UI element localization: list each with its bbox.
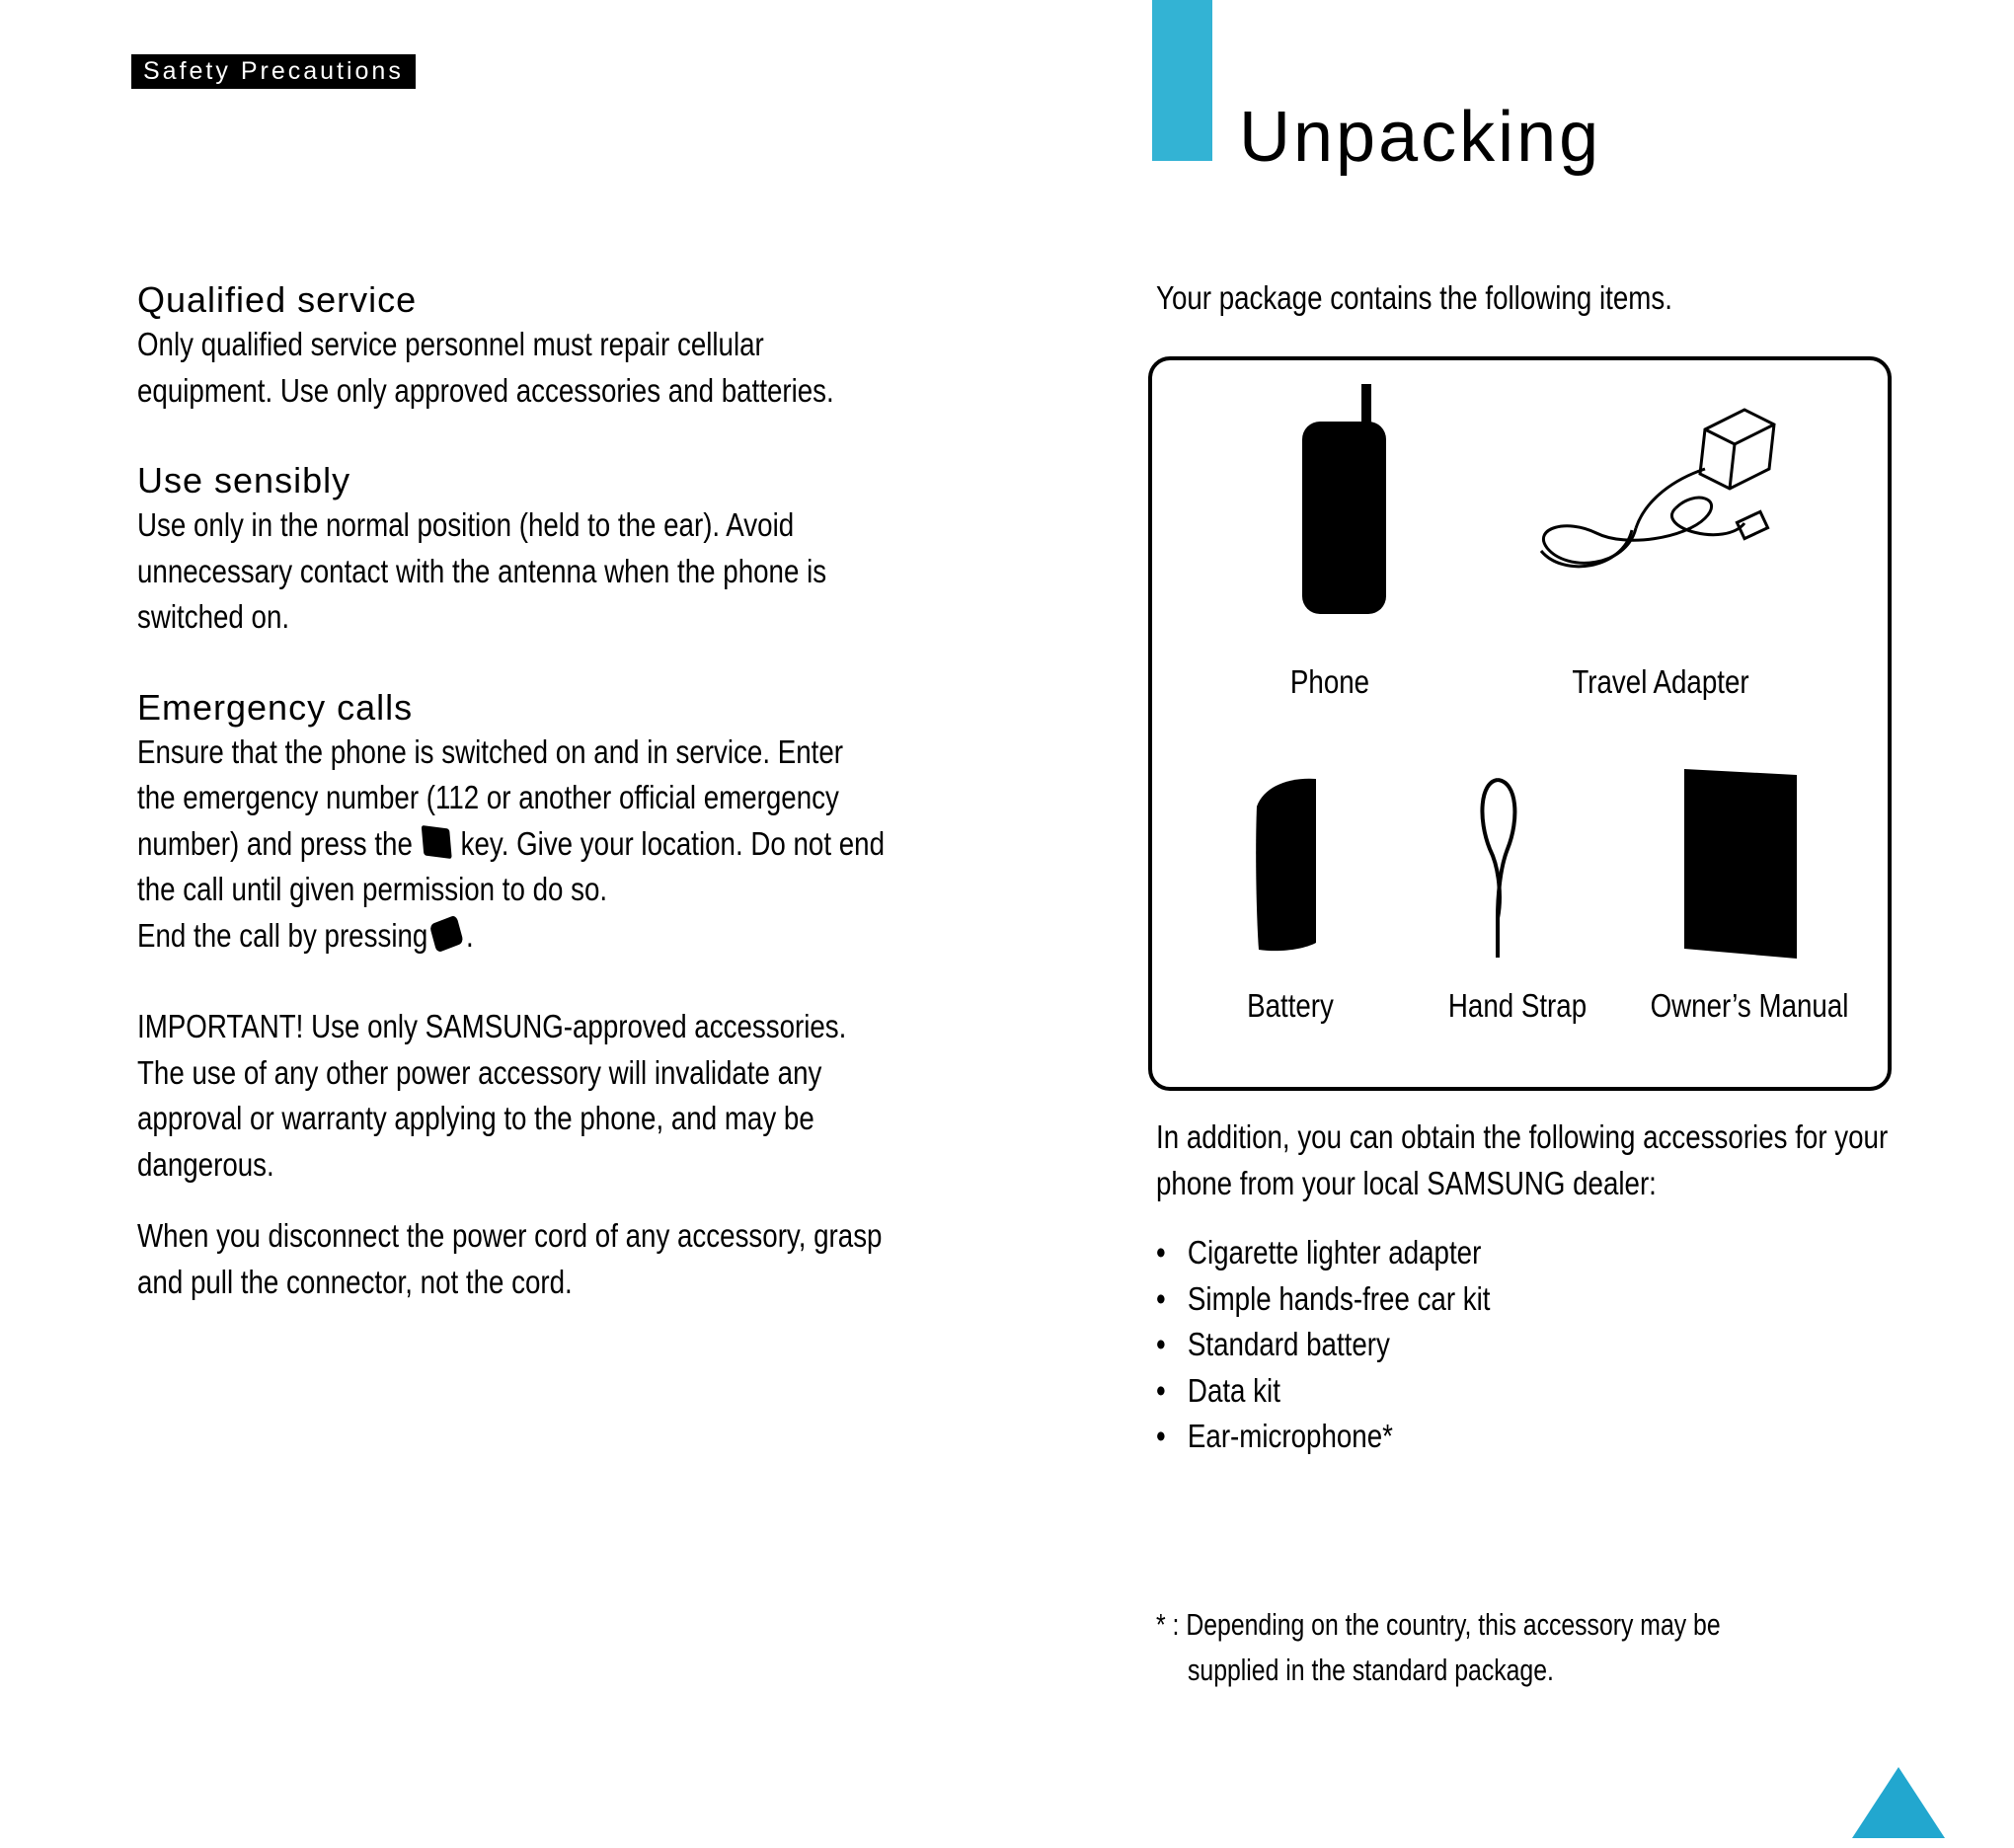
end-call-period: .: [465, 916, 474, 954]
list-item: • Cigarette lighter adapter: [1156, 1230, 1737, 1276]
end-call-text: End the call by pressing: [137, 916, 428, 954]
travel-adapter-image: [1527, 400, 1823, 607]
footnote: [1156, 1602, 1788, 1693]
section-text: [137, 730, 888, 913]
accent-bar: [1152, 0, 1212, 161]
section-text: [137, 913, 888, 960]
qualified-service-section: [137, 278, 888, 414]
emergency-text-b: key. Give your location. Do not end the call until given permission to do so.: [137, 824, 885, 907]
list-item: • Ear-microphone*: [1156, 1414, 1737, 1460]
list-item: • Simple hands-free car kit: [1156, 1276, 1737, 1323]
section-heading: Emergency calls: [137, 686, 414, 728]
footnote-line-1: * : Depending on the country, this accessory may be: [1156, 1607, 1721, 1642]
list-item: • Standard battery: [1156, 1322, 1737, 1368]
owners-manual-image: [1680, 765, 1804, 962]
item-label-hand-strap: Hand Strap: [1447, 987, 1588, 1024]
section-text: Use only in the normal position (held to the ear). Avoid unnecessary contact with the antenna when the phone is switched on.: [137, 506, 827, 635]
footnote-line-2: supplied in the standard package.: [1188, 1653, 1554, 1687]
next-page-triangle-icon[interactable]: [1852, 1767, 1945, 1838]
phone-image: [1292, 384, 1391, 621]
safety-column: [137, 278, 888, 1350]
accessory-list: [1156, 1230, 1737, 1460]
section-heading: Use sensibly: [137, 460, 351, 500]
use-sensibly-section: [137, 459, 888, 641]
list-item: • Data kit: [1156, 1368, 1737, 1415]
page-title: Unpacking: [1239, 98, 1602, 177]
item-label-owners-manual: Owner’s Manual: [1650, 987, 1849, 1024]
emergency-text-a: Ensure that the phone is switched on and in service. Enter the emergency number (112 or another official emergency number) and press the: [137, 732, 843, 862]
accessories-intro: In addition, you can obtain the following accessories for your phone from your local SAMSUNG dealer:: [1156, 1118, 1889, 1201]
section-text: Only qualified service personnel must repair cellular equipment. Use only approved accessories and batteries.: [137, 326, 834, 409]
battery-image: [1249, 777, 1323, 955]
section-tag: Safety Precautions: [131, 54, 416, 89]
item-label-travel-adapter: Travel Adapter: [1572, 663, 1749, 700]
package-intro: Your package contains the following items.: [1156, 279, 1672, 316]
section-heading: Qualified service: [137, 279, 418, 320]
hand-strap-image: [1470, 770, 1529, 967]
emergency-calls-section: [137, 686, 888, 960]
package-contents-box: [1148, 356, 1892, 1091]
section-text: When you disconnect the power cord of any accessory, grasp and pull the connector, not the cord.: [137, 1217, 883, 1300]
send-key-icon: [422, 824, 452, 858]
item-label-phone: Phone: [1289, 663, 1370, 700]
important-section: [137, 1004, 888, 1188]
item-label-battery: Battery: [1247, 987, 1334, 1024]
end-key-icon: [429, 914, 464, 953]
disconnect-section: [137, 1213, 888, 1305]
section-text: IMPORTANT! Use only SAMSUNG-approved accessories. The use of any other power accessory will invalidate any approval or warranty applying to the phone, and may be dangerous.: [137, 1008, 847, 1183]
